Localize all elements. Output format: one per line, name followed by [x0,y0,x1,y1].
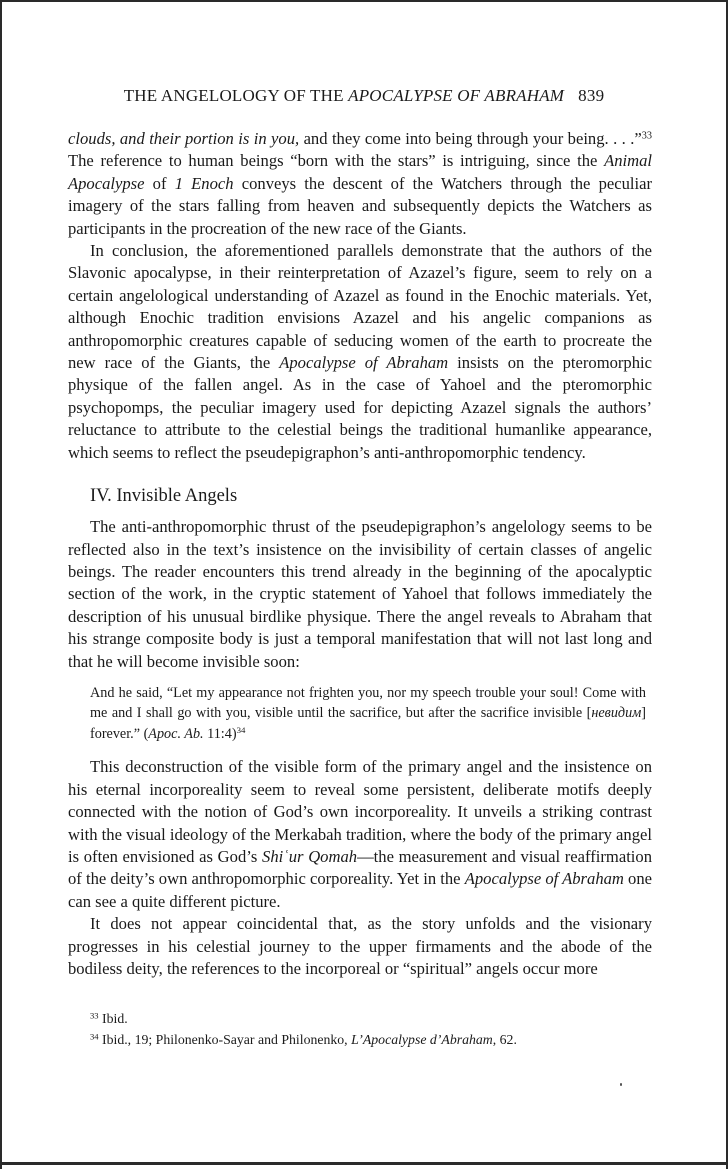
text-run: insists on the pteromorphic physique of the fallen angel. As in the case of Yahoel and the pteromorphic psychopomps, the peculiar imagery used for depicting Azazel signals the authors’ reluctance to attribute to the celestial beings the traditional humanlike appearance, which seems to reflect the pseudepigraphon’s anti-anthropomorphic tendency. [68,353,653,462]
footnote-ref-33: 33 [641,130,653,142]
text-run: Apocalypse of Abraham [279,353,449,373]
footnote-33 [90,1008,650,1029]
text-run: one can see a quite different picture. [68,869,653,911]
scan-border-bottom [0,1162,728,1165]
scan-border-top [0,0,728,2]
text-run: 11:4) [203,725,237,742]
text-run: Shiʿur Qomah [262,847,358,867]
footnote-34 [90,1029,650,1050]
paragraph-5 [68,913,652,980]
text-run: conveys the descent of the Watchers through the peculiar imagery of the stars falling from heaven and subsequently depicts the Watchers as participants in the procreation of the new race of the Giants. [68,173,653,238]
text-run: and they come into being through your being. . . .” [299,129,642,148]
scan-speck [620,1083,622,1086]
footnote-ref-34: 34 [236,725,246,736]
footnotes [90,1008,650,1050]
text-run: of [144,173,175,193]
running-head-title: THE ANGELOLOGY OF THE [123,86,349,105]
paragraph-4 [68,756,652,913]
text-run: 1 Enoch [174,173,234,193]
text-run: —the measurement and visual reaffirmation of the deity’s own anthropomorphic corporeality. Yet in the [68,847,653,889]
text-run: Animal Apocalypse [68,151,652,193]
running-head [68,86,660,106]
text-run: It does not appear coincidental that, as the story unfolds and the visionary progresses in his celestial journey to the upper firmaments and the abode of the bodiless deity, the references to the incorporeal or “spiritual” angels occur more [68,914,652,979]
text-run: clouds, and their portion is in you, [68,129,300,148]
text-run: , 62. [492,1032,517,1047]
scan-border-left [0,0,2,1169]
body-text [68,128,652,981]
text-run: And he said, “Let my appearance not frighten you, nor my speech trouble your soul! Come with me and I shall go with you, visible until the sacrifice, but after the sacrifice invisible [ [90,684,646,722]
paragraph-1 [68,128,652,240]
text-run: The anti-anthropomorphic thrust of the pseudepigraphon’s angelology seems to be reflected also in the text’s insistence on the invisibility of certain classes of angelic beings. The reader encounters this trend already in the beginning of the apocalyptic section of the work, in the cryptic statement of Yahoel that follows immediately the description of his unusual birdlike physique. There the angel reveals to Abraham that his strange composite body is just a temporal manifestation that will not last long and that he will become invisible soon: [68,517,652,671]
footnote-number: 34 [90,1031,99,1042]
text-run: ] forever.” ( [90,705,646,742]
text-run: In conclusion, the aforementioned parallels demonstrate that the authors of the Slavonic apocalypse, in their reinterpretation of Azazel’s figure, seem to rely on a certain angelological understanding of Azazel as found in the Enochic materials. Yet, although Enochic tradition envisions Azazel and his angelic companions as anthropomorphic creatures capable of seducing women of the earth to procreate the new race of the Giants, the [68,241,652,373]
text-run: L’Apocalypse d’Abraham [351,1032,493,1047]
page-number: 839 [578,86,605,105]
text-run: The reference to human beings “born with the stars” is intriguing, since the [68,151,605,171]
text-run: Ibid., 19; Philonenko-Sayar and Philonenko, [98,1032,352,1047]
running-head-title-italic: APOCALYPSE OF ABRAHAM [348,86,565,105]
footnote-number: 33 [90,1010,99,1021]
text-run: невидим [591,705,642,722]
text-run: This deconstruction of the visible form of the primary angel and the insistence on his eternal incorporeality seem to reveal some persistent, deliberate motifs deeply connected with the notion of God’s own incorporeality. It unveils a striking contrast with the visual ideology of the Merkabah tradition, where the body of the primary angel is often envisioned as God’s [68,757,652,867]
section-heading: IV. Invisible Angels [90,486,238,507]
block-quote [90,683,646,745]
paragraph-2 [68,240,652,464]
text-run: Apocalypse of Abraham [464,869,624,889]
paragraph-3 [68,516,652,673]
text-run: Ibid. [98,1011,128,1026]
text-run: Apoc. Ab. [148,725,204,742]
